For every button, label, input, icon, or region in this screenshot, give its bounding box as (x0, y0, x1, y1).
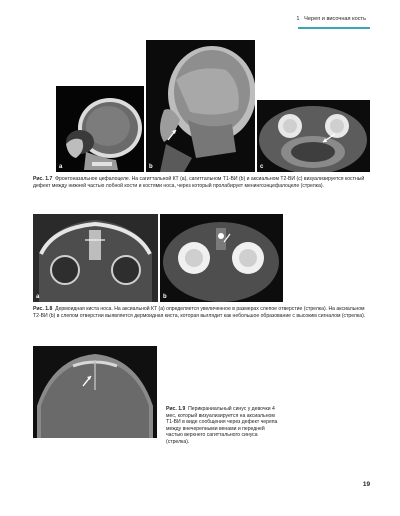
mri-t2-axial-image (160, 214, 283, 302)
panel-letter: b (149, 164, 153, 170)
mri-t2-axial-image (257, 100, 370, 172)
header-rule (298, 27, 370, 29)
figure-1-7-panel-b (146, 40, 255, 172)
figure-1-9-label: Рис. 1.9 (166, 406, 186, 412)
figure-1-7-label: Рис. 1.7 (33, 176, 53, 182)
figure-1-7-caption-text: Фронтоназальное цефалоцеле. На сагиттальной КТ (a), сагиттальном Т1-ВИ (b) и аксиальном Т2-ВИ (c) визуализируется костный дефект между нижней частью лобной кости и костями носа, через который пролабирует менингоэнцефалоцеле (стрелка). (33, 176, 365, 189)
figure-1-8-panel-a (33, 214, 158, 302)
panel-letter: a (36, 294, 40, 300)
mri-t1-sagittal-image (146, 40, 255, 172)
figure-1-9-caption-text: Перикраниальный синус у девочки 4 мес, который визуализируется на аксиальном Т1-ВИ в виде сообщения через дефект черепа между внечерепными венами и передней частью верхнего сагиттального синуса (стрелка). (166, 406, 278, 445)
chapter-number: 1 (296, 16, 300, 22)
figure-1-8-caption (33, 306, 371, 319)
mri-t1-axial-image (33, 346, 157, 438)
figure-1-8-caption-text: Дермоидная киста носа. На аксиальной КТ (a) определяется увеличенное в размерах слепое отверстие (стрелка). На аксиальном Т2-ВИ (b) в слепом отверстии выявляется дермоидная киста, которая выглядит как небольшое образование с высоким сигналом (стрелка). (33, 306, 366, 319)
figure-1-9-image (33, 346, 157, 438)
figure-1-7-panel-a (56, 86, 144, 172)
ct-sagittal-image (56, 86, 144, 172)
figure-1-7-caption (33, 176, 371, 189)
panel-letter: a (59, 164, 63, 170)
figure-1-8-panel-b (160, 214, 283, 302)
chapter-heading (296, 16, 366, 22)
figure-1-9-caption (166, 406, 282, 446)
figure-1-7-panel-c (257, 100, 370, 172)
panel-letter: c (260, 164, 264, 170)
page-number: 19 (362, 481, 370, 488)
ct-axial-image (33, 214, 158, 302)
running-header (0, 14, 400, 28)
panel-letter: b (163, 294, 167, 300)
figure-1-8-label: Рис. 1.8 (33, 306, 53, 312)
chapter-title: Череп и височная кость (304, 16, 366, 22)
